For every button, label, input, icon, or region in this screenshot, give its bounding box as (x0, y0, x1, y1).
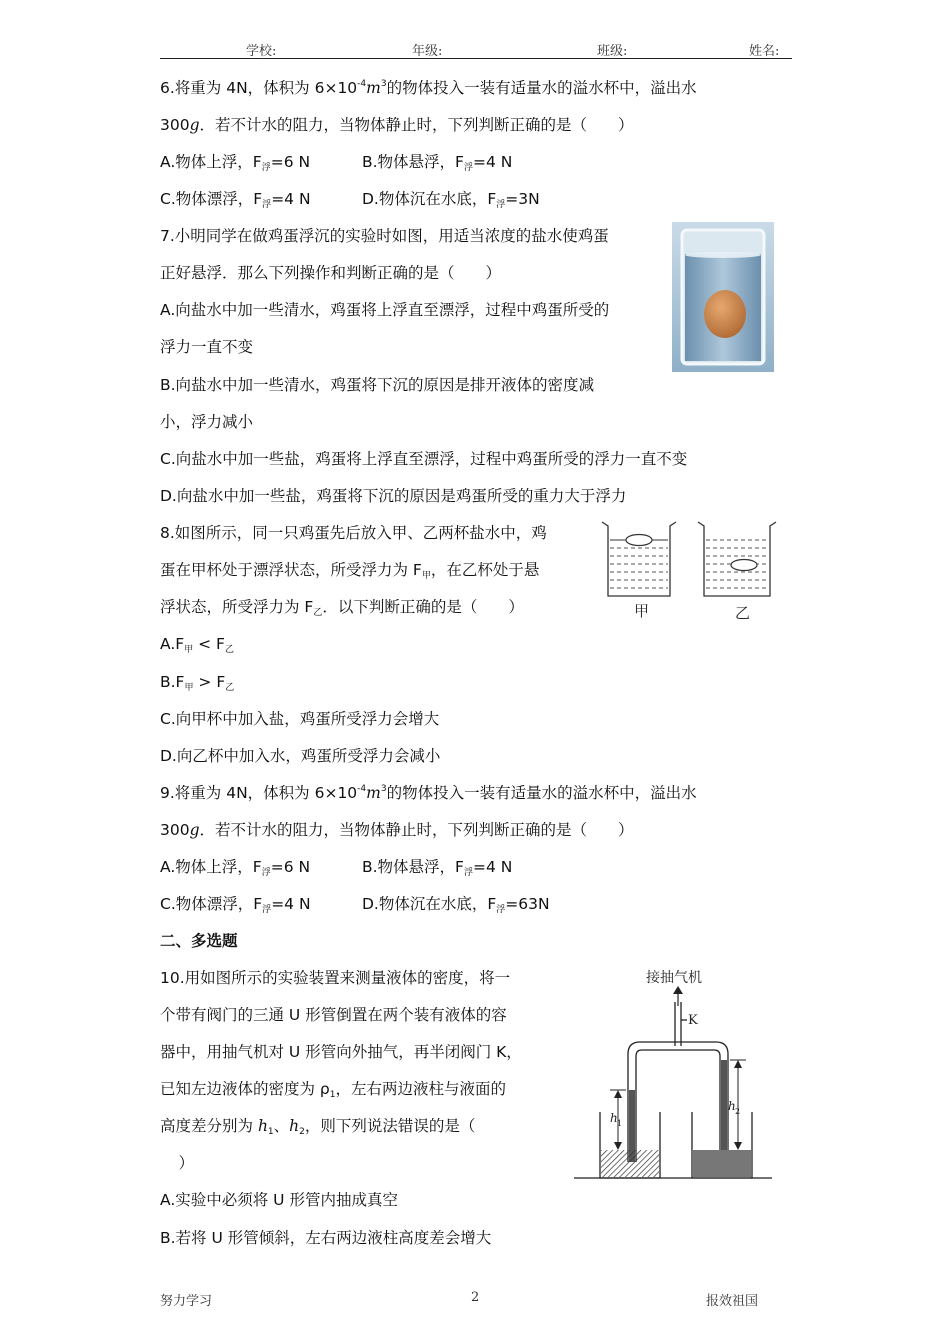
svg-text:1: 1 (617, 1119, 623, 1128)
page-header (160, 40, 792, 59)
q7-option-d: D.向盐水中加一些盐，鸡蛋将下沉的原因是鸡蛋所受的重力大于浮力 (160, 487, 627, 505)
q7-option-a-line1: A.向盐水中加一些清水，鸡蛋将上浮直至漂浮，过程中鸡蛋所受的 (160, 301, 610, 319)
two-cups-diagram (598, 518, 780, 624)
q10-stem-line2: 个带有阀门的三通 U 形管倒置在两个装有液体的容 (160, 1006, 507, 1024)
section-title-multiple-choice: 二、多选题 (160, 932, 238, 950)
footer-right-motto: 报效祖国 (706, 1294, 759, 1309)
q9-stem-line1: 9.将重为 4N，体积为 $6\times 10^{-4}m^3$的物体投入一装有适量水的溢水杯中，溢出水 (160, 784, 697, 802)
q8-option-b: B.F甲 > F乙 (160, 673, 235, 693)
q6-stem-line1: 6.将重为 4N，体积为 $6\times 10^{-4}m^3$的物体投入一装有适量水的溢水杯中，溢出水 (160, 79, 697, 97)
right-liquid (693, 1150, 751, 1177)
q10-stem-line1: 10.用如图所示的实验装置来测量液体的密度，将一 (160, 969, 511, 987)
left-liquid (601, 1150, 659, 1177)
q10-stem-line4: 已知左边液体的密度为 ρ1，左右两边液柱与液面的 (160, 1080, 507, 1100)
pump-label: 接抽气机 (646, 970, 702, 986)
header-class: 班级: (597, 44, 628, 59)
q9-option-a: A.物体上浮，F浮=6 N (160, 858, 311, 878)
egg-beaker-photo (672, 222, 774, 372)
q7-option-b-line2: 小，浮力减小 (160, 413, 254, 431)
q8-stem-line2: 蛋在甲杯处于漂浮状态，所受浮力为 F甲，在乙杯处于悬 (160, 561, 540, 581)
q10-option-b: B.若将 U 形管倾斜，左右两边液柱高度差会增大 (160, 1229, 492, 1247)
q8-option-a: A.F甲 < F乙 (160, 635, 234, 655)
header-school: 学校: (246, 44, 277, 59)
q8-option-c: C.向甲杯中加入盐，鸡蛋所受浮力会增大 (160, 710, 440, 728)
q9-stem-line2: 300g．若不计水的阻力，当物体静止时，下列判断正确的是（ ） (160, 821, 634, 839)
h2-label: h (728, 1099, 736, 1113)
q6-option-b: B.物体悬浮，F浮=4 N (362, 153, 513, 173)
q10-stem-line3: 器中，用抽气机对 U 形管向外抽气，再半闭阀门 K， (160, 1043, 522, 1061)
q7-option-c: C.向盐水中加一些盐，鸡蛋将上浮直至漂浮，过程中鸡蛋所受的浮力一直不变 (160, 450, 688, 468)
q6-stem-line2: 300g．若不计水的阻力，当物体静止时，下列判断正确的是（ ） (160, 116, 634, 134)
h1-label: h (610, 1111, 618, 1125)
q8-stem-line3: 浮状态，所受浮力为 F乙．以下判断正确的是（ ） (160, 598, 524, 618)
q9-option-b: B.物体悬浮，F浮=4 N (362, 858, 513, 878)
valve-label: K (688, 1013, 698, 1028)
q9-option-d: D.物体沉在水底，F浮=63N (362, 895, 550, 915)
q7-stem-line2: 正好悬浮．那么下列操作和判断正确的是（ ） (160, 264, 502, 282)
header-name: 姓名: (749, 44, 780, 59)
egg-floating (626, 535, 652, 546)
q9-option-c: C.物体漂浮，F浮=4 N (160, 895, 311, 915)
q7-stem-line1: 7.小明同学在做鸡蛋浮沉的实验时如图，用适当浓度的盐水使鸡蛋 (160, 227, 609, 245)
page-number: 2 (471, 1290, 480, 1305)
egg (704, 290, 746, 338)
cup-yi (698, 522, 776, 596)
cup-label-yi: 乙 (735, 604, 751, 622)
q6-option-d: D.物体沉在水底，F浮=3N (362, 190, 540, 210)
svg-text:2: 2 (735, 1107, 741, 1116)
q7-option-a-line2: 浮力一直不变 (160, 338, 254, 356)
q6-option-c: C.物体漂浮，F浮=4 N (160, 190, 311, 210)
q10-stem-line6: ） (163, 1154, 195, 1172)
right-liquid-column (721, 1060, 727, 1162)
q8-stem-line1: 8.如图所示，同一只鸡蛋先后放入甲、乙两杯盐水中，鸡 (160, 524, 547, 542)
q10-option-a: A.实验中必须将 U 形管内抽成真空 (160, 1191, 398, 1209)
q7-option-b-line1: B.向盐水中加一些清水，鸡蛋将下沉的原因是排开液体的密度减 (160, 376, 595, 394)
cup-jia (602, 522, 676, 596)
q10-stem-line5: 高度差分别为 h1、h2，则下列说法错误的是（ (160, 1117, 476, 1137)
footer-left-motto: 努力学习 (160, 1294, 213, 1309)
egg-suspended (731, 560, 757, 571)
header-grade: 年级: (412, 44, 443, 59)
cup-label-jia: 甲 (634, 602, 650, 620)
q6-option-a: A.物体上浮，F浮=6 N (160, 153, 311, 173)
q8-option-d: D.向乙杯中加入水，鸡蛋所受浮力会减小 (160, 747, 441, 765)
u-tube-apparatus (574, 962, 774, 1182)
